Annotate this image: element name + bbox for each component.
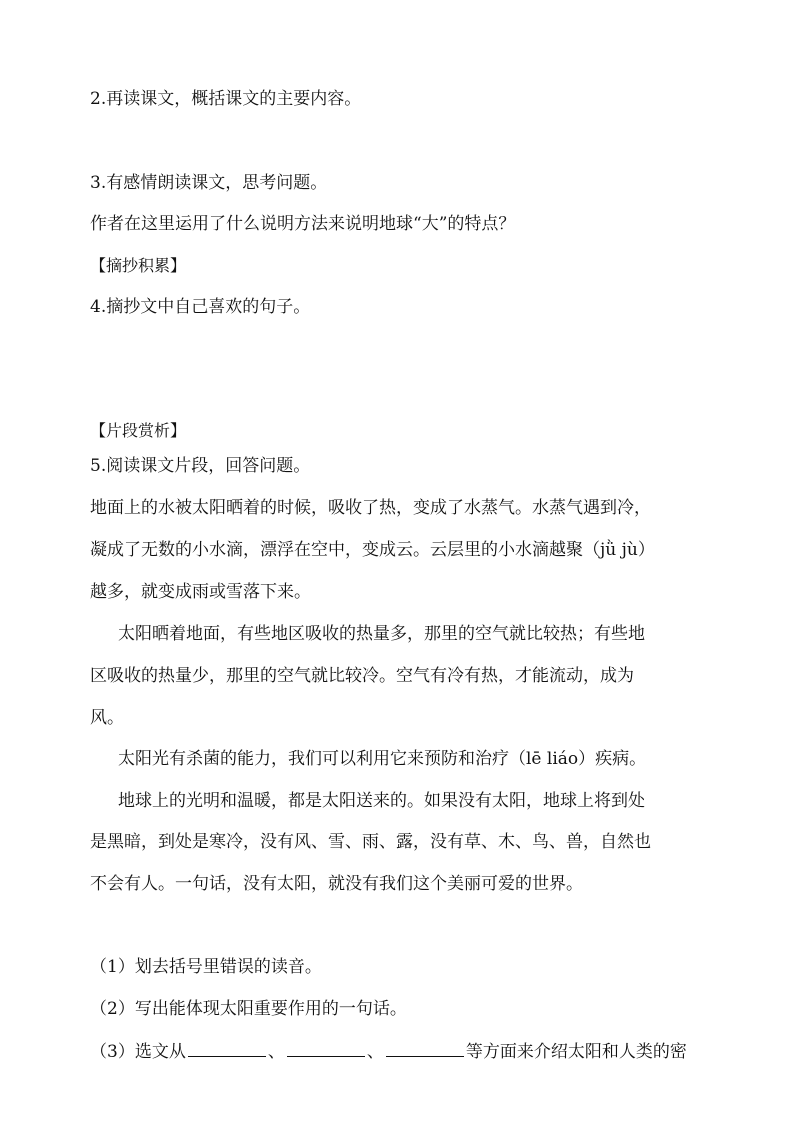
passage-line: 是黑暗，到处是寒冷，没有风、雪、雨、露，没有草、木、鸟、兽，自然也 — [90, 832, 651, 852]
separator: 、 — [267, 1042, 285, 1062]
sub-question-3-prefix: （3）选文从 — [90, 1042, 186, 1062]
section-heading-analysis: 【片段赏析】 — [90, 421, 187, 440]
passage-line: 太阳光有杀菌的能力，我们可以利用它来预防和治疗（lē liáo）疾病。 — [118, 749, 647, 769]
answer-blank-1[interactable] — [188, 1040, 266, 1057]
question-2: 2.再读课文，概括课文的主要内容。 — [90, 89, 362, 109]
passage-line: 凝成了无数的小水滴，漂浮在空中，变成云。云层里的小水滴越聚（jǜ jù） — [90, 540, 655, 560]
section-heading-excerpt: 【摘抄积累】 — [90, 256, 187, 275]
passage-line: 越多，就变成雨或雪落下来。 — [90, 582, 311, 602]
passage-line: 太阳晒着地面，有些地区吸收的热量多，那里的空气就比较热；有些地 — [118, 624, 645, 644]
passage-line: 地面上的水被太阳晒着的时候，吸收了热，变成了水蒸气。水蒸气遇到冷， — [90, 498, 651, 518]
sub-question-1: （1）划去括号里错误的读音。 — [90, 957, 322, 977]
passage-line: 风。 — [90, 708, 124, 728]
sub-question-3-suffix: 等方面来介绍太阳和人类的密 — [465, 1042, 687, 1062]
sub-question-3 — [90, 1040, 687, 1063]
separator: 、 — [366, 1042, 384, 1062]
question-3-prompt: 作者在这里运用了什么说明方法来说明地球“大”的特点？ — [90, 214, 516, 234]
answer-blank-3[interactable] — [386, 1040, 464, 1057]
passage-line: 区吸收的热量少，那里的空气就比较冷。空气有冷有热，才能流动，成为 — [90, 666, 634, 686]
passage-line: 不会有人。一句话，没有太阳，就没有我们这个美丽可爱的世界。 — [90, 874, 583, 894]
answer-blank-2[interactable] — [287, 1040, 365, 1057]
question-3: 3.有感情朗读课文，思考问题。 — [90, 173, 328, 193]
passage-line: 地球上的光明和温暖，都是太阳送来的。如果没有太阳，地球上将到处 — [118, 791, 645, 811]
sub-question-2: （2）写出能体现太阳重要作用的一句话。 — [90, 999, 407, 1019]
question-5: 5.阅读课文片段，回答问题。 — [90, 456, 311, 476]
question-4: 4.摘抄文中自己喜欢的句子。 — [90, 297, 311, 317]
